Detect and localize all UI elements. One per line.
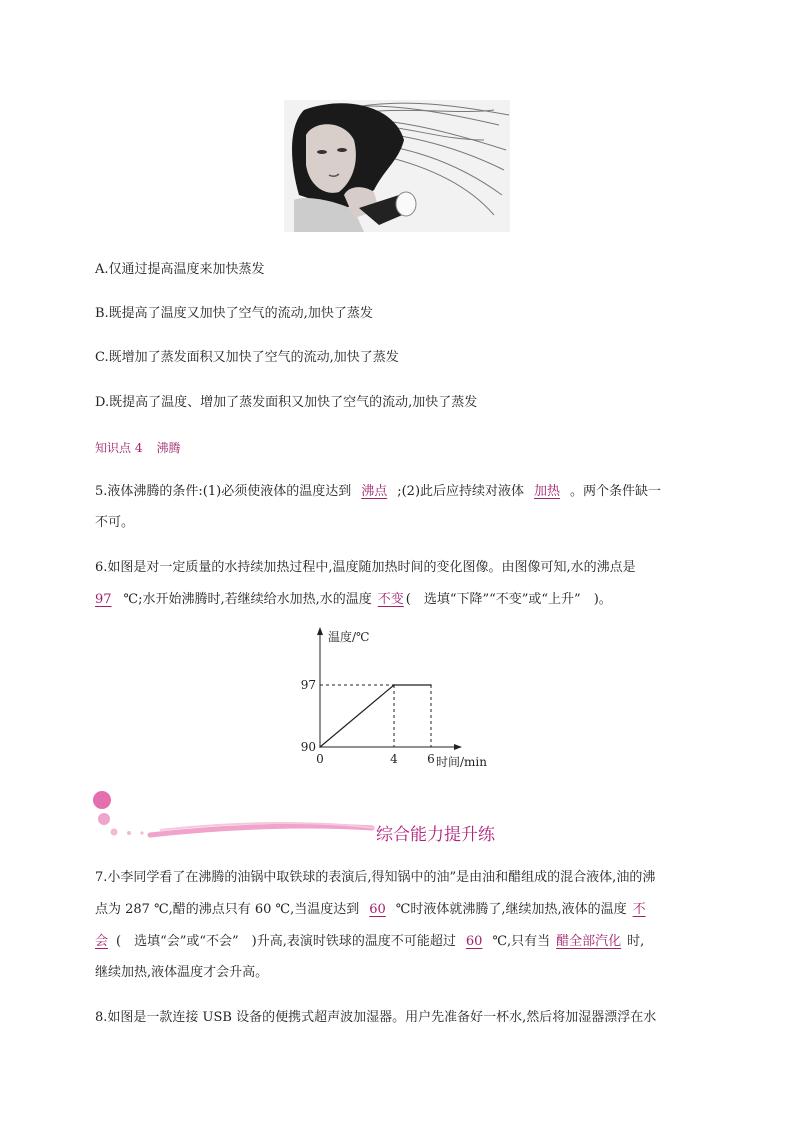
x-tick-6: 6: [427, 752, 435, 766]
x-tick-4: 4: [390, 752, 398, 766]
y-tick-90: 90: [300, 740, 316, 754]
q7-text-2b: ℃时液体就沸腾了,继续加热,液体的温度: [395, 902, 627, 917]
y-axis-arrow: [317, 627, 323, 635]
question-5-line-1: [95, 482, 661, 502]
banner-dot-tiny: [127, 831, 131, 835]
q6-text-3: ( 选填“下降”“不变”或“上升” )。: [405, 592, 612, 607]
knowledge-label: 知识点 4: [95, 441, 143, 455]
q5-text-2: ;(2)此后应持续对液体: [397, 484, 525, 499]
option-a: A.仅通过提高温度来加快蒸发: [95, 262, 265, 277]
question-7-line-3: [95, 932, 644, 952]
q7-answer-2a: 不: [632, 902, 646, 917]
data-point-1: [393, 684, 395, 686]
banner-dot-small: [111, 829, 118, 836]
option-c: C.既增加了蒸发面积又加快了空气的流动,加快了蒸发: [95, 350, 399, 365]
y-axis-label: 温度/℃: [328, 630, 370, 644]
q5-answer-1: 沸点: [361, 484, 388, 499]
knowledge-topic: 沸腾: [156, 441, 181, 455]
option-d: D.既提高了温度、增加了蒸发面积又加快了空气的流动,加快了蒸发: [95, 395, 478, 410]
q6-text-2: ℃;水开始沸腾时,若继续给水加热,水的温度: [123, 592, 372, 607]
q7-answer-3: 60: [465, 934, 483, 949]
woman-with-hair-dryer-photo: [284, 100, 510, 232]
q7-text-3c: 时,: [627, 934, 645, 949]
banner-dot-tiny-2: [140, 831, 143, 834]
q7-answer-1: 60: [369, 902, 386, 917]
q7-answer-2b: 会: [95, 934, 109, 949]
q5-answer-2: 加热: [534, 484, 561, 499]
banner-dot-large: [93, 791, 111, 809]
banner-dot-medium: [98, 813, 110, 825]
q7-answer-4: 醋全部汽化: [556, 934, 622, 949]
option-b: B.既提高了温度又加快了空气的流动,加快了蒸发: [95, 306, 373, 321]
question-6-line-2: [95, 590, 612, 610]
hair-dryer-photo: [284, 100, 510, 232]
y-tick-97: 97: [300, 678, 316, 692]
q6-answer-2: 不变: [377, 592, 404, 607]
question-7-line-1: 7.小李同学看了在沸腾的油锅中取铁球的表演后,得知锅中的油”是由油和醋组成的混合液体,油的沸: [95, 870, 656, 885]
series-line-water-temp: [320, 685, 431, 747]
question-8-line-1: 8.如图是一款连接 USB 设备的便携式超声波加湿器。用户先准备好一杯水,然后将加湿器漂浮在水: [95, 1010, 657, 1025]
q6-answer-1: 97: [95, 592, 112, 607]
question-6-line-1: 6.如图是对一定质量的水持续加热过程中,温度随加热时间的变化图像。由图像可知,水的沸点是: [95, 560, 636, 575]
question-7-line-2: [95, 900, 648, 920]
q7-text-3b: ℃,只有当: [492, 934, 551, 949]
q7-text-3a: ( 选填“会”或“不会” )升高,表演时铁球的温度不可能超过: [116, 934, 456, 949]
data-point-2: [430, 684, 432, 686]
q7-text-2a: 点为 287 ℃,醋的沸点只有 60 ℃,当温度达到: [95, 902, 360, 917]
x-tick-0: 0: [316, 752, 324, 766]
q5-text-1: 5.液体沸腾的条件:(1)必须使液体的温度达到: [95, 484, 352, 499]
q5-text-3: 。两个条件缺一: [570, 484, 662, 499]
x-axis-arrow: [454, 744, 462, 750]
question-5-line-2: 不可。: [95, 515, 135, 530]
section-title: 综合能力提升练: [376, 825, 495, 845]
x-axis-label: 时间/min: [436, 755, 487, 769]
question-7-line-4: 继续加热,液体温度才会升高。: [95, 965, 269, 980]
knowledge-point-heading: [95, 438, 180, 458]
temperature-time-graph: [290, 625, 505, 775]
data-point-0: [319, 746, 321, 748]
